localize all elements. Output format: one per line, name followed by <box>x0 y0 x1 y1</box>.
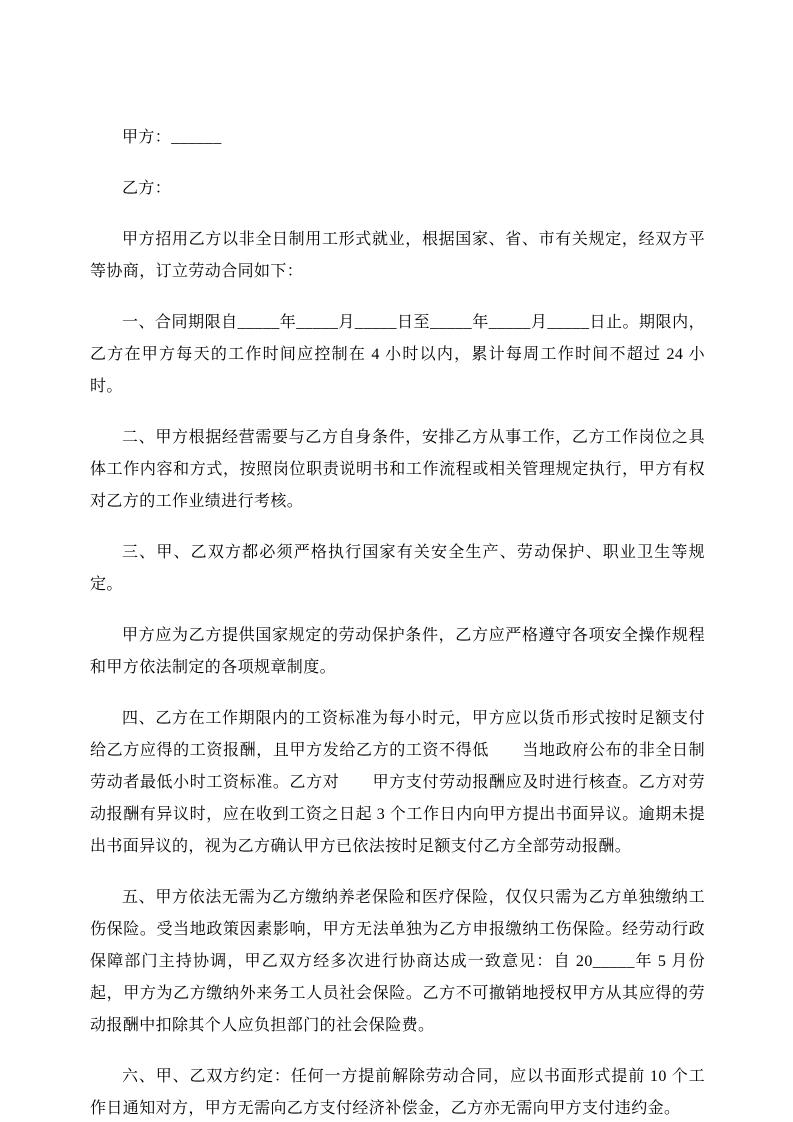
clause-3-safety-regulations: 三、甲、乙双方都必须严格执行国家有关安全生产、劳动保护、职业卫生等规定。 <box>90 544 705 593</box>
party-a-line: 甲方：______ <box>122 129 222 146</box>
clause-5-social-insurance: 五、甲方依法无需为乙方缴纳养老保险和医疗保险，仅仅只需为乙方单独缴纳工伤保险。受当地政策因素影响，甲方无法单独为乙方申报缴纳工伤保险。经劳动行政保障部门主持协调，甲乙双方经多次进行协商达成一致意见：自 20_____年 5 月份起，甲方为乙方缴纳外来务工人员社会保险。乙方不可撤销地授权甲方从其应得的劳动报酬中扣除其个人应负担部门的社会保险费。 <box>90 889 705 1034</box>
clause-6-termination: 六、甲、乙双方约定：任何一方提前解除劳动合同，应以书面形式提前 10 个工作日通知对方，甲方无需向乙方支付经济补偿金，乙方亦无需向甲方支付违约金。 <box>90 1068 705 1117</box>
party-b-line: 乙方： <box>122 180 172 197</box>
preamble-paragraph: 甲方招用乙方以非全日制用工形式就业，根据国家、省、市有关规定，经双方平等协商，订立劳动合同如下： <box>90 231 705 280</box>
clause-4-wages: 四、乙方在工作期限内的工资标准为每小时元，甲方应以货币形式按时足额支付给乙方应得的工资报酬，且甲方发给乙方的工资不得低 当地政府公布的非全日制劳动者最低小时工资标准。乙方对 甲方支付劳动报酬应及时进行核查。乙方对劳动报酬有异议时，应在收到工资之日起 3 个工作日内向甲方提出书面异议。逾期未提出书面异议的，视为乙方确认甲方已依法按时足额支付乙方全部劳动报酬。 <box>90 710 705 855</box>
clause-1-contract-term: 一、合同期限自_____年_____月_____日至_____年_____月_____日止。期限内，乙方在甲方每天的工作时间应控制在 4 小时以内，累计每周工作时间不超过 24 小时。 <box>90 314 705 395</box>
clause-3-labor-protection: 甲方应为乙方提供国家规定的劳动保护条件，乙方应严格遵守各项安全操作规程和甲方依法制定的各项规章制度。 <box>90 627 705 676</box>
clause-2-work-arrangement: 二、甲方根据经营需要与乙方自身条件，安排乙方从事工作，乙方工作岗位之具体工作内容和方式，按照岗位职责说明书和工作流程或相关管理规定执行，甲方有权对乙方的工作业绩进行考核。 <box>90 429 705 510</box>
